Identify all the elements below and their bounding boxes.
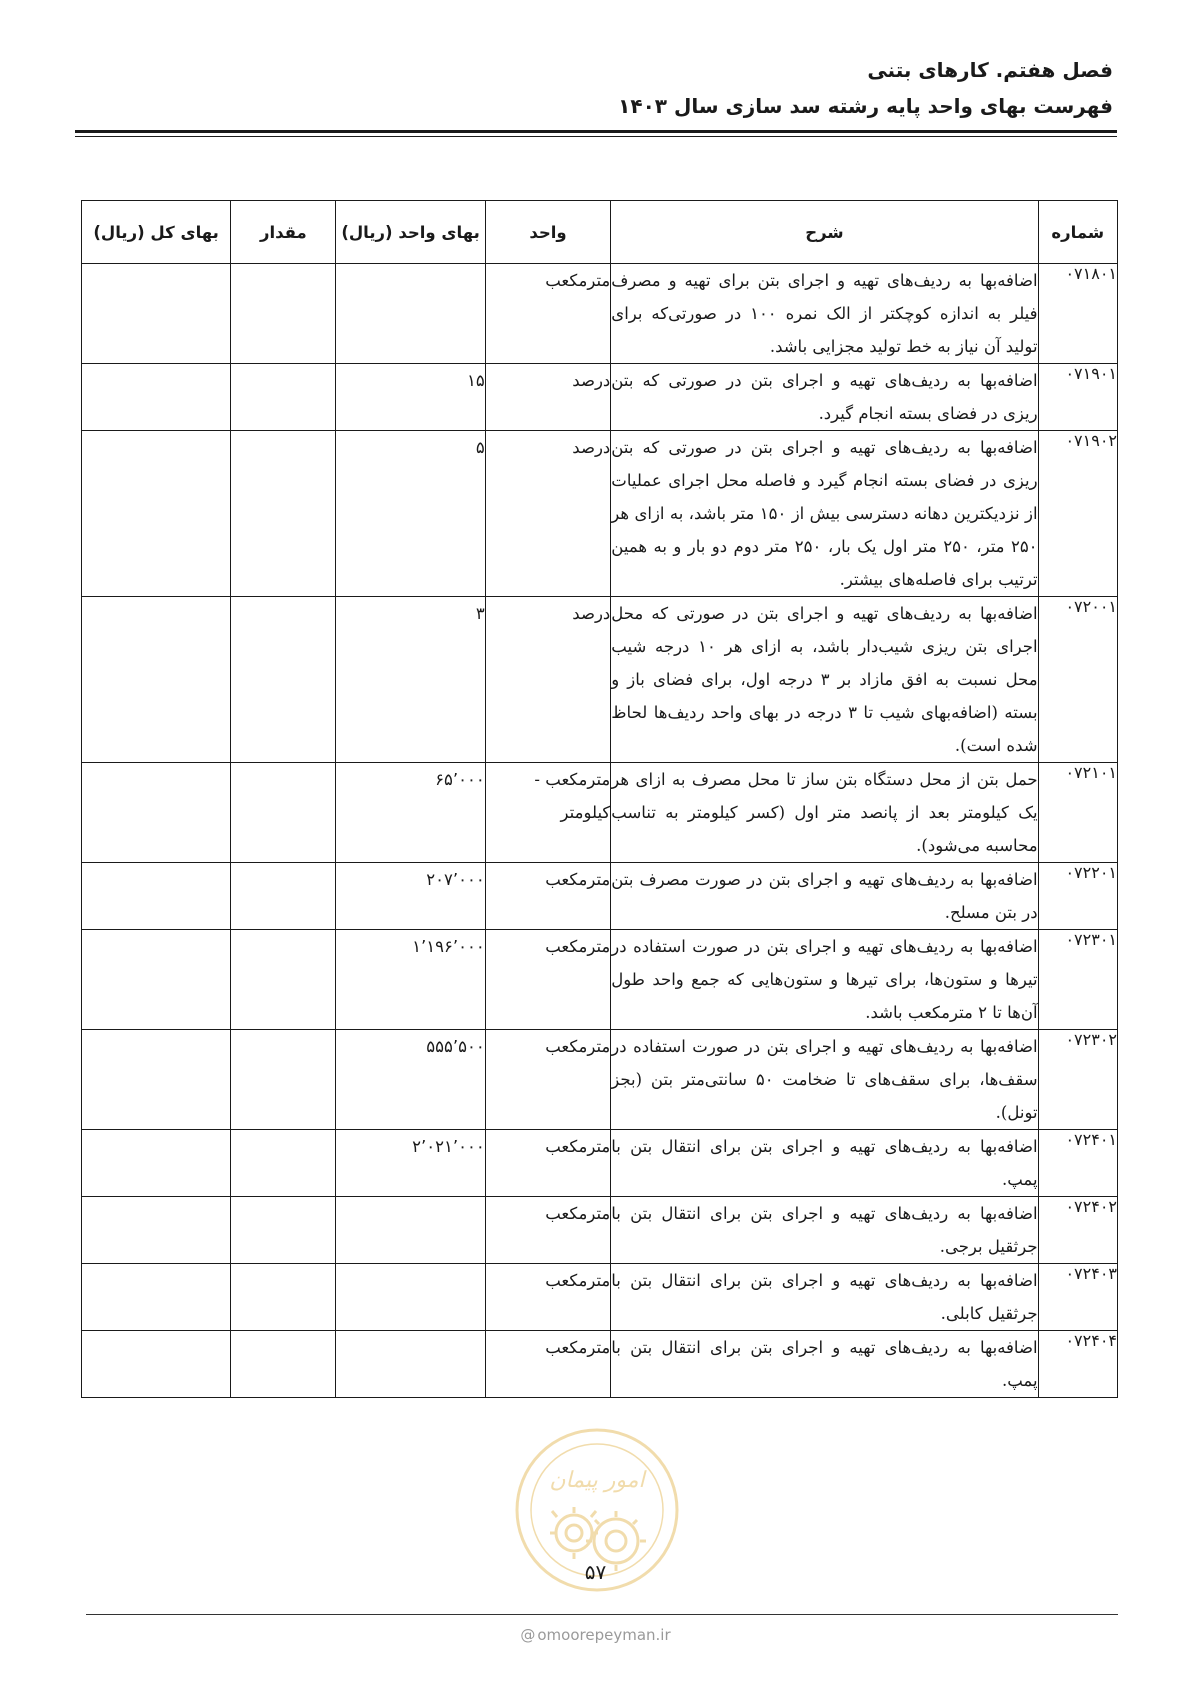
- item-code: ۰۷۱۹۰۱: [1038, 364, 1117, 431]
- footer-website-text[interactable]: omoorepeyman.ir: [537, 1626, 671, 1644]
- item-unit-price: ۵: [336, 431, 485, 597]
- item-quantity: [231, 264, 336, 364]
- at-sign-icon: @: [520, 1626, 536, 1644]
- item-description: اضافه‌بها به ردیف‌های تهیه و اجرای بتن در صورتی که محل اجرای بتن ریزی شیب‌دار باشد، به ازای هر ۱۰ درجه شیب محل نسبت به افق مازاد بر ۳ درجه اول، برای فضای باز و بسته (اضافه‌بهای شیب تا ۳ درجه در بهای واحد ردیف‌ها لحاظ شده است).: [611, 597, 1038, 763]
- item-code: ۰۷۲۴۰۳: [1038, 1264, 1117, 1331]
- item-code: ۰۷۲۴۰۲: [1038, 1197, 1117, 1264]
- item-code: ۰۷۲۱۰۱: [1038, 763, 1117, 863]
- item-unit-price: ۵۵۵٬۵۰۰: [336, 1030, 485, 1130]
- item-unit: مترمکعب: [485, 1197, 611, 1264]
- table-row: [82, 1130, 1118, 1197]
- item-total-price: [82, 930, 231, 1030]
- item-total-price: [82, 1264, 231, 1331]
- item-unit: مترمکعب: [485, 930, 611, 1030]
- item-total-price: [82, 264, 231, 364]
- item-code: ۰۷۱۹۰۲: [1038, 431, 1117, 597]
- item-quantity: [231, 431, 336, 597]
- column-header-total-price: بهای کل (ریال): [82, 201, 231, 264]
- item-unit: درصد: [485, 431, 611, 597]
- table-row: [82, 597, 1118, 763]
- column-header-quantity: مقدار: [231, 201, 336, 264]
- table-row: [82, 763, 1118, 863]
- item-description: اضافه‌بها به ردیف‌های تهیه و اجرای بتن در صورتی که بتن ریزی در فضای بسته انجام گیرد.: [611, 364, 1038, 431]
- item-description: اضافه‌بها به ردیف‌های تهیه و اجرای بتن در صورت مصرف بتن در بتن مسلح.: [611, 863, 1038, 930]
- chapter-title: فصل هفتم. کارهای بتنی: [867, 58, 1113, 82]
- item-total-price: [82, 1197, 231, 1264]
- item-quantity: [231, 930, 336, 1030]
- column-header-unit: واحد: [485, 201, 611, 264]
- item-unit: مترمکعب: [485, 1264, 611, 1331]
- item-unit-price: ۱٬۱۹۶٬۰۰۰: [336, 930, 485, 1030]
- footer-divider: [86, 1614, 1118, 1615]
- item-code: ۰۷۲۰۰۱: [1038, 597, 1117, 763]
- item-unit-price: ۱۵: [336, 364, 485, 431]
- item-unit: مترمکعب: [485, 863, 611, 930]
- item-quantity: [231, 364, 336, 431]
- item-quantity: [231, 863, 336, 930]
- item-description: اضافه‌بها به ردیف‌های تهیه و اجرای بتن برای انتقال بتن با پمپ.: [611, 1331, 1038, 1398]
- price-list-table: [81, 200, 1118, 1398]
- item-total-price: [82, 1130, 231, 1197]
- column-header-description: شرح: [611, 201, 1038, 264]
- table-row: [82, 431, 1118, 597]
- item-unit: مترمکعب: [485, 264, 611, 364]
- table-header-row: [82, 201, 1118, 264]
- item-code: ۰۷۱۸۰۱: [1038, 264, 1117, 364]
- item-unit: مترمکعب: [485, 1331, 611, 1398]
- item-total-price: [82, 1030, 231, 1130]
- table-row: [82, 264, 1118, 364]
- item-unit: مترمکعب: [485, 1130, 611, 1197]
- item-unit-price: [336, 1197, 485, 1264]
- item-description: حمل بتن از محل دستگاه بتن ساز تا محل مصرف به ازای هر یک کیلومتر بعد از پانصد متر اول (کسر کیلومتر به تناسب محاسبه می‌شود).: [611, 763, 1038, 863]
- footer-website: [0, 1626, 1191, 1644]
- item-quantity: [231, 597, 336, 763]
- table-row: [82, 1331, 1118, 1398]
- header-divider-thin: [75, 136, 1117, 137]
- item-total-price: [82, 763, 231, 863]
- item-quantity: [231, 1197, 336, 1264]
- table-row: [82, 364, 1118, 431]
- item-unit-price: [336, 1331, 485, 1398]
- item-description: اضافه‌بها به ردیف‌های تهیه و اجرای بتن در صورت استفاده در سقف‌ها، برای سقف‌های تا ضخامت ۵۰ سانتی‌متر بتن (بجز تونل).: [611, 1030, 1038, 1130]
- page-number: ۵۷: [584, 1560, 607, 1584]
- item-total-price: [82, 1331, 231, 1398]
- column-header-code: شماره: [1038, 201, 1117, 264]
- item-unit-price: ۲٬۰۲۱٬۰۰۰: [336, 1130, 485, 1197]
- item-unit-price: ۶۵٬۰۰۰: [336, 763, 485, 863]
- item-unit-price: ۳: [336, 597, 485, 763]
- item-unit-price: ۲۰۷٬۰۰۰: [336, 863, 485, 930]
- item-quantity: [231, 1030, 336, 1130]
- item-quantity: [231, 1130, 336, 1197]
- item-code: ۰۷۲۲۰۱: [1038, 863, 1117, 930]
- table-row: [82, 1030, 1118, 1130]
- item-total-price: [82, 431, 231, 597]
- column-header-unit-price: بهای واحد (ریال): [336, 201, 485, 264]
- item-unit-price: [336, 264, 485, 364]
- item-quantity: [231, 1264, 336, 1331]
- table-row: [82, 1197, 1118, 1264]
- item-code: ۰۷۲۴۰۱: [1038, 1130, 1117, 1197]
- table-row: [82, 1264, 1118, 1331]
- item-unit-price: [336, 1264, 485, 1331]
- item-unit: مترمکعب - کیلومتر: [485, 763, 611, 863]
- book-title: فهرست بهای واحد پایه رشته سد سازی سال ۱۴۰۳: [618, 94, 1113, 118]
- table-row: [82, 863, 1118, 930]
- item-quantity: [231, 763, 336, 863]
- item-code: ۰۷۲۴۰۴: [1038, 1331, 1117, 1398]
- item-unit: مترمکعب: [485, 1030, 611, 1130]
- item-code: ۰۷۲۳۰۱: [1038, 930, 1117, 1030]
- item-unit: درصد: [485, 597, 611, 763]
- item-total-price: [82, 863, 231, 930]
- item-description: اضافه‌بها به ردیف‌های تهیه و اجرای بتن برای انتقال بتن با جرثقیل کابلی.: [611, 1264, 1038, 1331]
- item-description: اضافه‌بها به ردیف‌های تهیه و اجرای بتن در صورت استفاده در تیرها و ستون‌ها، برای تیرها و ستون‌هایی که جمع واحد طول آن‌ها تا ۲ مترمکعب باشد.: [611, 930, 1038, 1030]
- item-description: اضافه‌بها به ردیف‌های تهیه و اجرای بتن برای تهیه و مصرف فیلر به اندازه کوچکتر از الک نمره ۱۰۰ در صورتی‌که برای تولید آن نیاز به خط تولید مجزایی باشد.: [611, 264, 1038, 364]
- item-total-price: [82, 364, 231, 431]
- page-header: [0, 0, 1191, 140]
- item-total-price: [82, 597, 231, 763]
- item-description: اضافه‌بها به ردیف‌های تهیه و اجرای بتن برای انتقال بتن با جرثقیل برجی.: [611, 1197, 1038, 1264]
- item-code: ۰۷۲۳۰۲: [1038, 1030, 1117, 1130]
- item-description: اضافه‌بها به ردیف‌های تهیه و اجرای بتن در صورتی که بتن ریزی در فضای بسته انجام گیرد و فاصله محل اجرای عملیات از نزدیکترین دهانه دسترسی بیش از ۱۵۰ متر باشد، به ازای هر ۲۵۰ متر، ۲۵۰ متر اول یک بار، ۲۵۰ متر دوم دو بار و به همین ترتیب برای فاصله‌های بیشتر.: [611, 431, 1038, 597]
- item-unit: درصد: [485, 364, 611, 431]
- item-quantity: [231, 1331, 336, 1398]
- table-row: [82, 930, 1118, 1030]
- header-divider: [75, 130, 1117, 133]
- watermark-text: امور پیمان: [549, 1468, 645, 1493]
- item-description: اضافه‌بها به ردیف‌های تهیه و اجرای بتن برای انتقال بتن با پمپ.: [611, 1130, 1038, 1197]
